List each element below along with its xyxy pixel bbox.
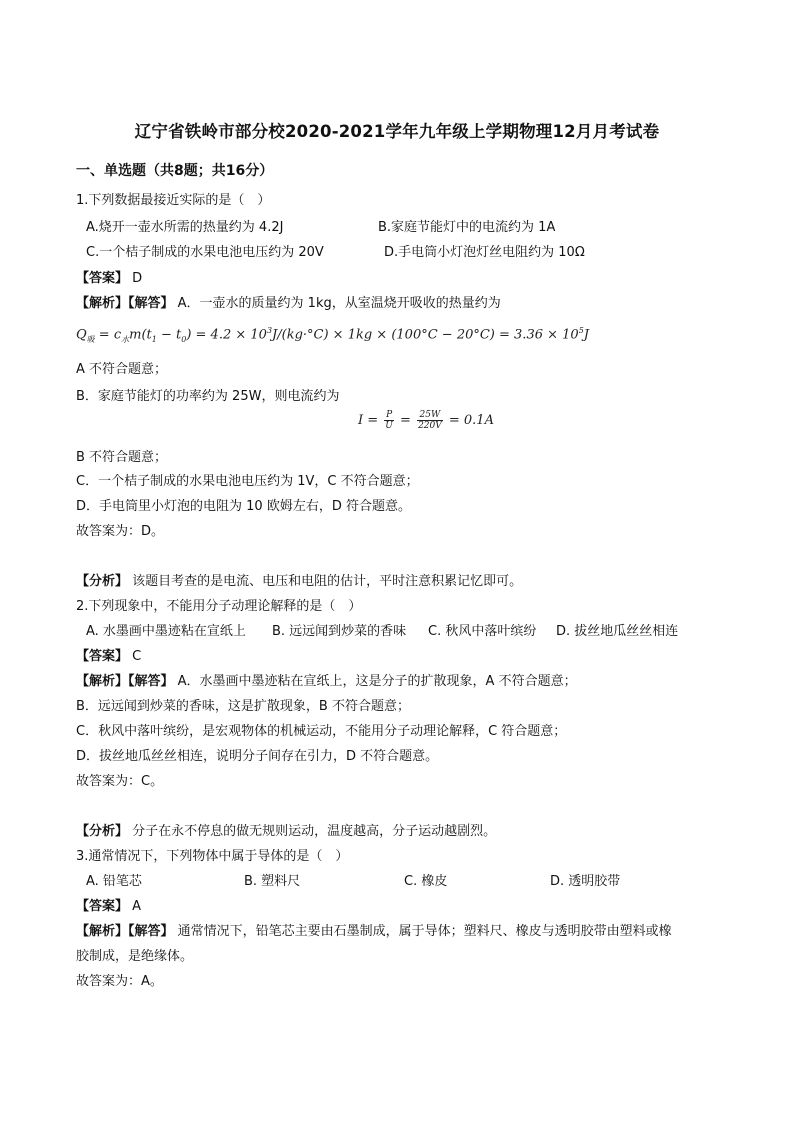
q3-option-c: C. 橡皮 [404, 874, 448, 889]
q3-answer [76, 898, 141, 916]
answer-value: D [132, 271, 143, 286]
q1-option-c: C.一个桔子制成的水果电池电压约为 20V [86, 245, 324, 260]
analysis-text: 通常情况下，铅笔芯主要由石墨制成，属于导体；塑料尺、橡皮与透明胶带由塑料或橡 [177, 924, 672, 939]
q3-analysis-line-3: 故答案为：A。 [76, 974, 163, 989]
q3-option-b: B. 塑料尺 [244, 874, 301, 889]
q2-analysis-line-1 [76, 673, 577, 691]
question-3-stem: 3.通常情况下，下列物体中属于导体的是（ ） [76, 849, 349, 864]
page-title: 辽宁省铁岭市部分校2020-2021学年九年级上学期物理12月月考试卷 [134, 122, 660, 141]
section-heading: 一、单选题（共8题；共16分） [76, 163, 274, 179]
answer-label: 【答案】 [76, 899, 129, 914]
q2-option-d: D. 拔丝地瓜丝丝相连 [556, 624, 679, 639]
answer-label: 【答案】 [76, 271, 129, 286]
heat-formula: $Q_吸 = c_水m(t_1 - t_0) = 4.2 \times 10^3J/(kg\cdot^\circ C) \times 1kg \times (100^\circ C - 20^\circ C) = 3.36 \times 10^5J$ [76, 326, 589, 344]
q1-option-d: D.手电筒小灯泡灯丝电阻约为 10Ω [384, 245, 585, 260]
analysis-label: 【解析】【解答】 [76, 296, 174, 311]
q2-answer [76, 648, 141, 666]
q1-analysis-line-2: A 不符合题意； [76, 362, 168, 377]
answer-value: A [132, 899, 142, 914]
q2-analysis-line-4: D．拔丝地瓜丝丝相连，说明分子间存在引力，D 不符合题意。 [76, 749, 439, 764]
q2-analysis-line-2: B．远远闻到炒菜的香味，这是扩散现象，B 不符合题意； [76, 699, 410, 714]
fenxi-label: 【分析】 [76, 574, 129, 589]
q1-option-b: B.家庭节能灯中的电流约为 1A [378, 220, 556, 235]
question-1-stem: 1.下列数据最接近实际的是（ ） [76, 193, 271, 208]
answer-value: C [132, 649, 142, 664]
q3-option-d: D. 透明胶带 [550, 874, 621, 889]
fenxi-text: 分子在永不停息的做无规则运动，温度越高，分子运动越剧烈。 [132, 824, 497, 839]
analysis-text: A．水墨画中墨迹粘在宣纸上，这是分子的扩散现象，A 不符合题意； [177, 674, 577, 689]
q2-option-b: B. 远远闻到炒菜的香味 [272, 624, 407, 639]
q1-analysis-line-3: B．家庭节能灯的功率约为 25W，则电流约为 [76, 389, 340, 404]
q1-option-a: A.烧开一壶水所需的热量约为 4.2J [86, 220, 284, 235]
q3-option-a: A. 铅笔芯 [86, 874, 142, 889]
q1-analysis-line-1 [76, 295, 501, 313]
q1-answer [76, 270, 142, 288]
q2-analysis-line-5: 故答案为：C。 [76, 774, 164, 789]
analysis-label: 【解析】【解答】 [76, 674, 174, 689]
q1-analysis-line-4: B 不符合题意； [76, 450, 168, 465]
fenxi-label: 【分析】 [76, 824, 129, 839]
q1-analysis-line-6: D．手电筒里小灯泡的电阻为 10 欧姆左右，D 符合题意。 [76, 499, 411, 514]
question-2-stem: 2.下列现象中，不能用分子动理论解释的是（ ） [76, 599, 362, 614]
q2-option-a: A. 水墨画中墨迹粘在宣纸上 [86, 624, 246, 639]
q3-analysis-line-1 [76, 923, 672, 941]
q2-fenxi [76, 823, 496, 841]
analysis-label: 【解析】【解答】 [76, 924, 174, 939]
answer-label: 【答案】 [76, 649, 129, 664]
analysis-text: A．一壶水的质量约为 1kg，从室温烧开吸收的热量约为 [177, 296, 501, 311]
q2-option-c: C. 秋风中落叶缤纷 [428, 624, 537, 639]
q2-analysis-line-3: C．秋风中落叶缤纷，是宏观物体的机械运动，不能用分子动理论解释，C 符合题意； [76, 724, 567, 739]
current-formula: I = $\frac{P}{U}$ = $\frac{25W}{220V}$ = 0.1A [358, 410, 494, 431]
q3-analysis-line-2: 胶制成，是绝缘体。 [76, 949, 194, 964]
q1-analysis-line-7: 故答案为：D。 [76, 524, 165, 539]
q1-fenxi [76, 573, 522, 591]
q1-analysis-line-5: C．一个桔子制成的水果电池电压约为 1V，C 不符合题意； [76, 474, 419, 489]
fenxi-text: 该题目考查的是电流、电压和电阻的估计，平时注意积累记忆即可。 [132, 574, 523, 589]
